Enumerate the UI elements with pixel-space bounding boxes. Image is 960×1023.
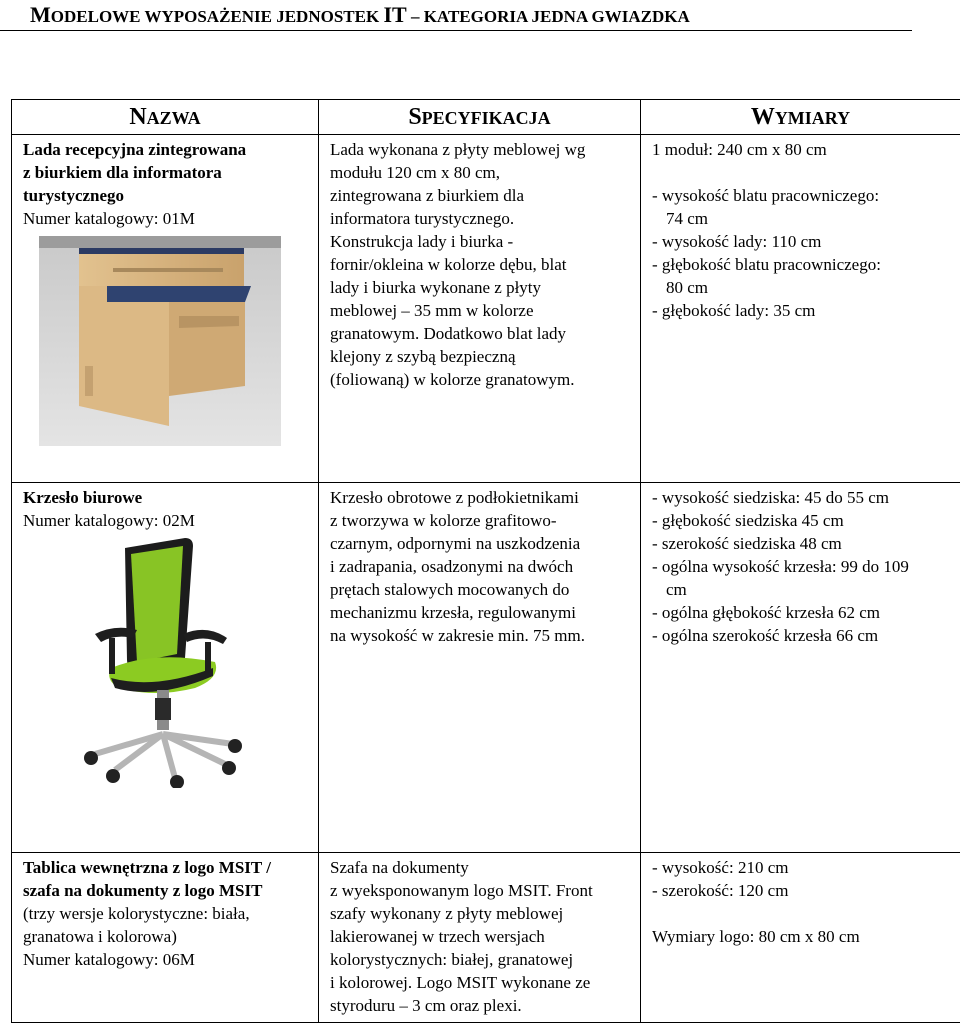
item-note: (trzy wersje kolorystyczne: biała, [23, 902, 318, 925]
item-name: Lada recepcyjna zintegrowana [23, 138, 318, 161]
spec-line: szafy wykonany z płyty meblowej [330, 902, 640, 925]
spec-line: na wysokość w zakresie min. 75 mm. [330, 624, 640, 647]
dim-line: - ogólna wysokość krzesła: 99 do 109 [652, 555, 960, 578]
spec-line: (foliowaną) w kolorze granatowym. [330, 368, 640, 391]
item-name: Tablica wewnętrzna z logo MSIT / [23, 856, 318, 879]
dim-line: - głębokość lady: 35 cm [652, 299, 960, 322]
item-name: szafa na dokumenty z logo MSIT [23, 879, 318, 902]
dim-line: - wysokość: 210 cm [652, 856, 960, 879]
dims-cell [641, 483, 960, 853]
item-name: z biurkiem dla informatora [23, 161, 318, 184]
dim-line: - szerokość: 120 cm [652, 879, 960, 902]
spec-line: i zadrapania, osadzonymi na dwóch [330, 555, 640, 578]
spec-line: styroduru – 3 cm oraz plexi. [330, 994, 640, 1017]
spec-line: i kolorowej. Logo MSIT wykonane ze [330, 971, 640, 994]
name-cell [12, 135, 319, 483]
equipment-table [11, 99, 960, 1023]
reception-desk-image [39, 236, 281, 446]
table-row [12, 483, 960, 853]
spec-cell [319, 483, 641, 853]
dim-line: - wysokość lady: 110 cm [652, 230, 960, 253]
column-header-spec: SPECYFIKACJA [319, 100, 641, 135]
spec-line: lakierowanej w trzech wersjach [330, 925, 640, 948]
name-cell [12, 853, 319, 1023]
catalog-number: Numer katalogowy: 02M [23, 509, 318, 532]
dim-spacer [652, 161, 960, 184]
spec-cell [319, 853, 641, 1023]
dim-line: cm [652, 578, 960, 601]
document-heading: MODELOWE WYPOSAŻENIE JEDNOSTEK IT – KATEGORIA JEDNA GWIAZDKA [30, 2, 690, 28]
spec-line: mechanizmu krzesła, regulowanymi [330, 601, 640, 624]
spec-line: zintegrowana z biurkiem dla [330, 184, 640, 207]
spec-line: lady i biurka wykonane z płyty [330, 276, 640, 299]
spec-line: meblowej – 35 mm w kolorze [330, 299, 640, 322]
spec-line: fornir/okleina w kolorze dębu, blat [330, 253, 640, 276]
dim-line: - wysokość siedziska: 45 do 55 cm [652, 486, 960, 509]
dim-line: - szerokość siedziska 48 cm [652, 532, 960, 555]
dim-line: 80 cm [652, 276, 960, 299]
spec-line: Konstrukcja lady i biurka - [330, 230, 640, 253]
dim-line: - ogólna głębokość krzesła 62 cm [652, 601, 960, 624]
spec-line: z tworzywa w kolorze grafitowo- [330, 509, 640, 532]
dim-line: 74 cm [652, 207, 960, 230]
table-header-row [12, 100, 960, 135]
spec-line: modułu 120 cm x 80 cm, [330, 161, 640, 184]
dim-line: - głębokość blatu pracowniczego: [652, 253, 960, 276]
dims-cell [641, 853, 960, 1023]
table-row [12, 853, 960, 1023]
spec-line: czarnym, odpornymi na uszkodzenia [330, 532, 640, 555]
dims-cell [641, 135, 960, 483]
spec-cell [319, 135, 641, 483]
name-cell [12, 483, 319, 853]
spec-line: prętach stalowych mocowanych do [330, 578, 640, 601]
dim-line: - głębokość siedziska 45 cm [652, 509, 960, 532]
office-chair-image [65, 538, 245, 788]
dim-line: Wymiary logo: 80 cm x 80 cm [652, 925, 960, 948]
heading-rule [0, 30, 912, 31]
spec-line: granatowym. Dodatkowo blat lady [330, 322, 640, 345]
dim-line: - wysokość blatu pracowniczego: [652, 184, 960, 207]
spec-line: Lada wykonana z płyty meblowej wg [330, 138, 640, 161]
item-note: granatowa i kolorowa) [23, 925, 318, 948]
dim-line: 1 moduł: 240 cm x 80 cm [652, 138, 960, 161]
spec-line: z wyeksponowanym logo MSIT. Front [330, 879, 640, 902]
column-header-dims: WYMIARY [641, 100, 960, 135]
spec-line: Krzesło obrotowe z podłokietnikami [330, 486, 640, 509]
item-name: Krzesło biurowe [23, 486, 318, 509]
spec-line: kolorystycznych: białej, granatowej [330, 948, 640, 971]
spec-line: informatora turystycznego. [330, 207, 640, 230]
table-row [12, 135, 960, 483]
item-name: turystycznego [23, 184, 318, 207]
catalog-number: Numer katalogowy: 01M [23, 207, 318, 230]
catalog-number: Numer katalogowy: 06M [23, 948, 318, 971]
dim-spacer [652, 902, 960, 925]
dim-line: - ogólna szerokość krzesła 66 cm [652, 624, 960, 647]
column-header-name: NAZWA [12, 100, 319, 135]
spec-line: klejony z szybą bezpieczną [330, 345, 640, 368]
spec-line: Szafa na dokumenty [330, 856, 640, 879]
